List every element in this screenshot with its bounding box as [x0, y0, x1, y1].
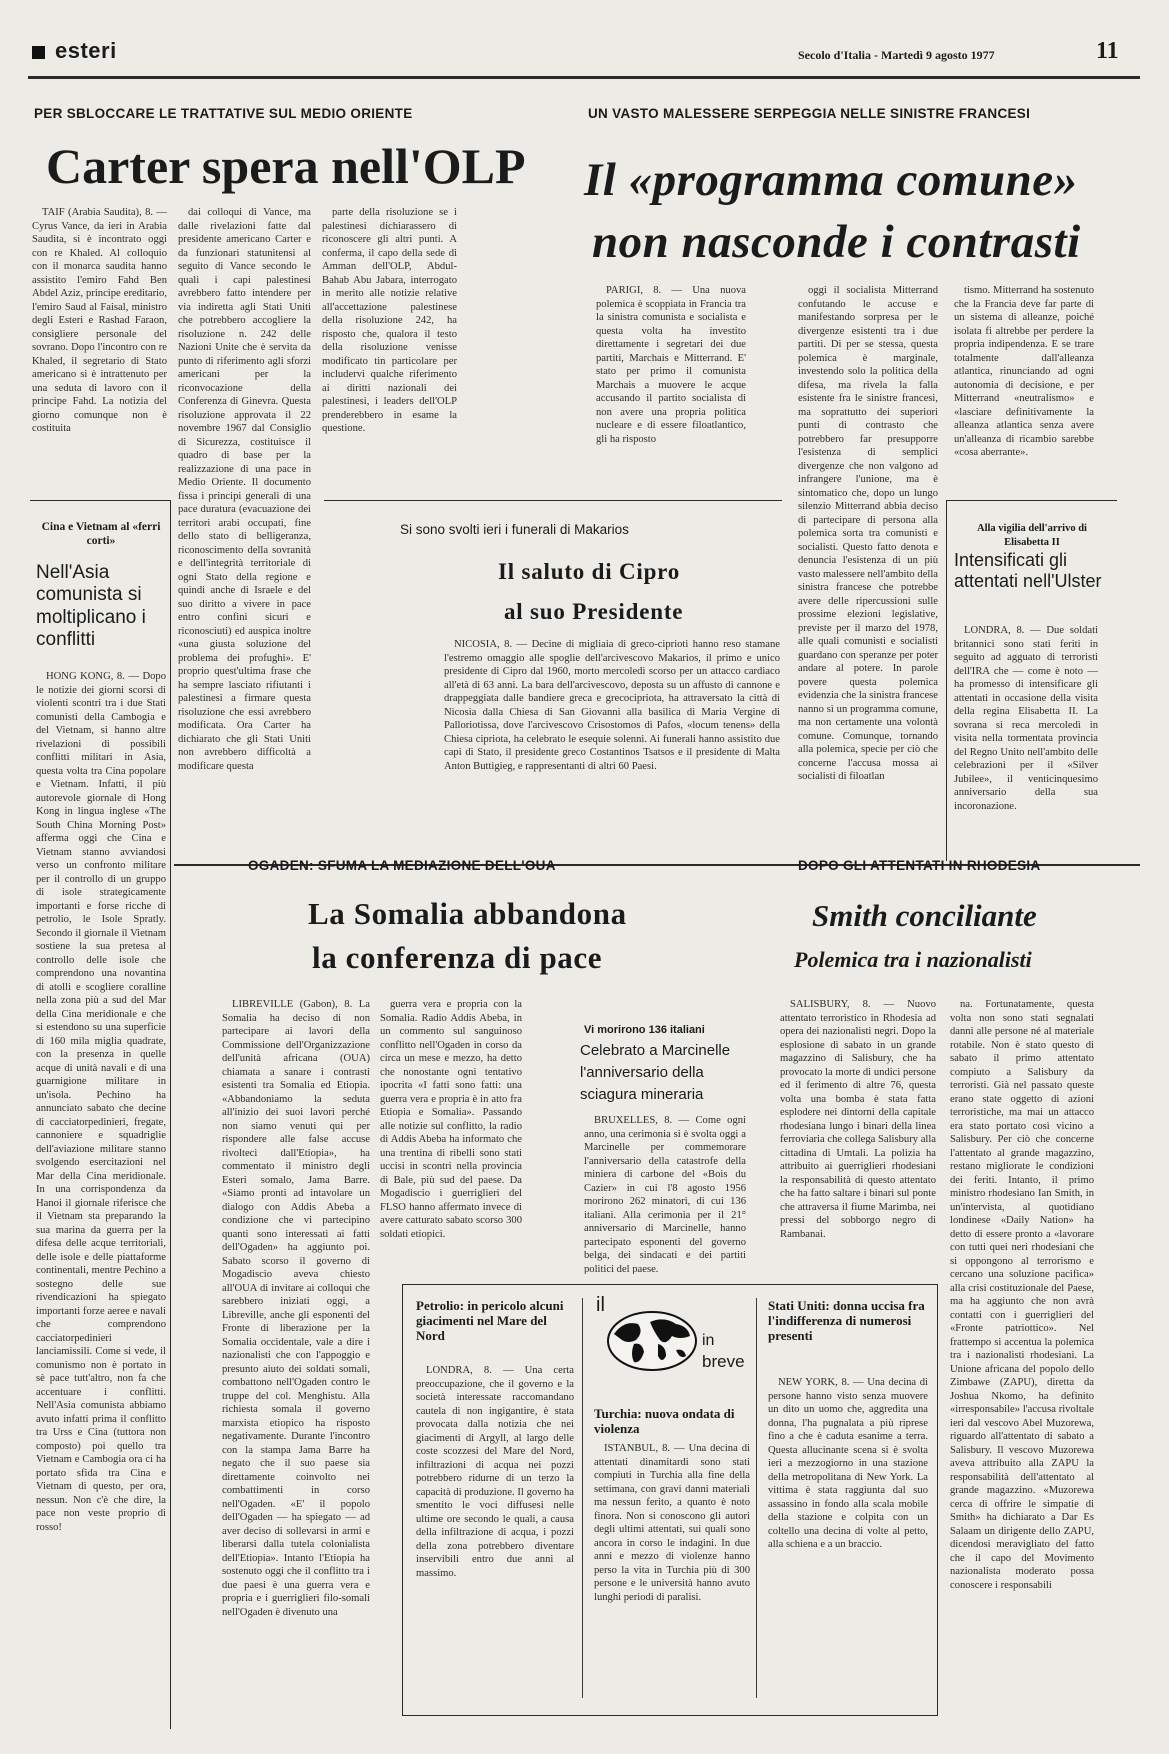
turchia-title: Turchia: nuova ondata di violenza	[594, 1406, 735, 1436]
in-breve-divider-1	[582, 1298, 583, 1698]
francia-text-1: PARIGI, 8. — Una nuova polemica è scoppiata in Francia tra la sinistra comunista e socialista e questa volta ha investito direttamente i segretari dei due partiti, Marchais e Mitterrand. E' stato per primo il comunista Marchais a muovere le acque accusando il partito socialista di non avere una propria politica nucleare e di essere filoatlantico, gli ha risposto	[596, 285, 746, 445]
francia-column-2	[798, 284, 938, 854]
cipro-kicker: Si sono svolti ieri i funerali di Makarios	[400, 522, 629, 537]
section-square-icon	[32, 46, 45, 59]
francia-column-1	[596, 284, 746, 484]
olp-column-2	[178, 206, 311, 860]
turchia-text-column	[594, 1442, 750, 1704]
olp-text-2: dai colloqui di Vance, ma dalle rivelazioni fatte dal presidente americano Carter e da funzionari statunitensi al seguito di Vance secondo le quali i capi palestinesi avrebbero fatto intendere per via indiretta agli Stati Uniti che potrebbero accogliere la risoluzione n. 242 delle Nazioni Unite che è servita da punto di riferimento agli sforzi americani per la riconvocazione della Conferenza di Ginevra. Questa risoluzione approvata il 22 novembre 1967 dal Consiglio di Sicurezza, costituisce il quadro di base per la realizzazione di una pace in Medio Oriente. Il documento fissa i principi generali di una pace duratura (evacuazione dei territori arabi occupati, fine dello stato di belligeranza, riconoscimento della sovranità e dell'integrità territoriale di ogni Stato della regione e quindi anche di Israele e del suo diritto a vivere in pace entro confini sicuri e riconosciuti) ed auspica inoltre «una giusta soluzione del problema dei profughi». E' proprio quest'ultima frase che ha sempre lasciato rifiutanti i palestinesi a firmare questa risoluzione che essi avrebbero modificata. Ora Carter ha dichiarato che gli Stati Uniti non avrebbero difficoltà a modificare questa	[178, 207, 311, 772]
usa-text: NEW YORK, 8. — Una decina di persone hanno visto senza muovere un dito un uomo che, aggredita una donna, l'ha pugnalata a più riprese fino a che è caduta esanime a terra. Questa allucinante scena si è svolta ieri a mezzogiorno in una stazione della metropolitana di New York. La vittima è stata raggiunta dal suo assassino in fondo alla scala mobile della stazione e colpita con un coltello una decina di volte al petto, alla schiena e a un braccio.	[768, 1377, 928, 1550]
ulster-headline: Intensificati gli attentati nell'Ulster	[954, 550, 1102, 592]
somalia-headline-line2: la conferenza di pace	[312, 940, 603, 975]
cina-text: HONG KONG, 8. — Dopo le notizie dei giorni scorsi di violenti scontri tra i due Stati comunisti della Cambogia e del Vietnam, si hanno altre rivelazioni di possibili conflitti militari in Asia, questa volta tra Cina popolare e Vietnam. Infatti, il più autorevole giornale di Hong Kong in lingua inglese «The South China Morning Post» afferma oggi che Cina e Vietnam stanno avviandosi verso un confronto militare per il controllo di un gruppo di isole strategicamente importanti e forse ricche di petrolio, le Isole Spratly. Secondo il giornale il Vietnam sostiene la sua pretesa al controllo delle isole che comprendono una novantina di atolli e scogliere coralline nella zona più a sud del Mar della Cina meridionale e che si estendono su una superficie di 160 mila miglia quadrate, con la presenza in quelle acque di unità navali e di una guarnigione militare in un'isola. Pechino ha annunciato sabato che decine di cacciatorpedinieri, fregate, cannoniere e squadriglie dell'aviazione militare stanno svolgendo esercitazioni nel Mar della Cina meridionale. In una corrispondenza da Hanoi il giornale riferisce che il Vietnam sta preparando la sua marina da guerra per la difesa delle acque territoriali, delle isole e delle piattaforme continentali, mentre Pechino a sostegno delle sue rivendicazioni ha spiegato importanti forze aeree e navali che comprendono cacciatorpedinieri lanciamissili. Come si vede, il comunismo non è portato in sè pace tutt'altro, non fa che accentuare i conflitti. Nell'Asia comunista abbiamo avuto infatti prima il conflitto tra Urss e Cina (tuttora non composto) poi quello tra Vietnam e Cambogia ora ci ha portato sfida tra Cina e Vietnam di questo, per ora, nessun. Non c'è che dire, la pace non veste proprio di rosso!	[36, 671, 166, 1533]
in-breve-logo-in: in	[702, 1332, 715, 1349]
rhodesia-headline: Smith conciliante	[812, 898, 1037, 933]
somalia-text-1: LIBREVILLE (Gabon), 8. La Somalia ha deciso di non partecipare ai lavori della Commissione dell'Organizzazione dell'unità africana (OUA) chiamata a sanare i contrasti esistenti tra Somalia ed Etiopia. «Abbandoniamo la seduta all'inizio dei suoi lavori perché non siamo venuti qui per rispondere alle false accuse rivolteci dall'Etiopia», ha commentato il ministro degli Esteri somalo, Jama Barre. «Siamo pronti ad intavolare un dialogo con Addis Abeba a condizione che vi partecipino quanti sono interessati ai fatti dell'Ogaden» ha aggiunto poi. Sabato scorso il governo di Mogadiscio aveva chiesto all'OUA di invitare ai colloqui che sarebbero iniziati oggi, a Libreville, anche gli esponenti del Fronte di liberazione per la Somalia occidentale, vale a dire i nazionalisti che con l'appoggio e presunto aiuto dei soldati somali, combattono nell'Ogaden contro le truppe del col. Menghistu. Alla richiesta somala il governo marxista etiopico ha risposto negativamente. Durante l'incontro con la stampa Jama Barre ha negato che il suo paese sia direttamente coinvolto nei combattimenti in corso nell'Ogaden. «E' il popolo dell'Ogaden — ha spiegato — ad aver deciso di sollevarsi in armi e liberarsi dalla tutela colonialista dell'Etiopia». Intanto l'Etiopia ha sostenuto oggi che il conflitto tra i due paesi è una guerra vera e propria e i guerriglieri filo-somali nell'Ogaden è divenuto una	[222, 999, 370, 1618]
newspaper-page	[28, 22, 1140, 1734]
rhodesia-text-1: SALISBURY, 8. — Nuovo attentato terroristico in Rhodesia ad opera dei nazionalisti negri. Dopo la esplosione di sabato in un grande magazzino di Salisbury, che ha provocato la morte di undici persone ed il ferimento di altre 76, questa volta una bomba è stata fatta esplodere nei dintorni della capitale rhodesiana lungo i binari della linea ferroviaria che collega Salisbury alla cittadina di Umtali. La polizia ha attribuito ai guerriglieri rhodesiani la responsabilità di questo attentato che ha fatto saltare i binari sul ponte che attraversa il fiume Marimba, nei pressi del sobborgo negro di Rambanai.	[780, 999, 936, 1240]
cipro-headline-line1: Il saluto di Cipro	[498, 559, 681, 584]
rhodesia-column-2	[950, 998, 1094, 1706]
cipro-text: NICOSIA, 8. — Decine di migliaia di greco-ciprioti hanno reso stamane l'estremo omaggio alle spoglie dell'arcivescovo Makarios, il primo e unico presidente di Cipro dal 1960, morto mercoledì scorso per un attacco cardiaco all'età di 63 anni. La bara dell'arcivescovo, deposta su un affusto di cannone e drappeggiata dalle bandiere greca e grecocipriota, ha attraversato la città di Nicosia dalla Chiesa di San Giovanni alla basilica di Maria Vergine di Palloriotissa, dove l'arcivescovo Crisostomos di Pafos, «locum tenens» della Chiesa cipriota, ha celebrato le esequie solenni. Ai funerali hanno assistito due capi di Stato, il presidente greco Costantinos Tsatsos e il presidente di Malta Anton Buttigieg, e rappresentanti di altri 60 Paesi.	[444, 639, 780, 772]
ulster-text: LONDRA, 8. — Due soldati britannici sono stati feriti in seguito ad agguato di terroristi dell'IRA che — come è noto — ha promesso di intensificare gli attentati in occasione della visita della regina Elisabetta II. La sovrana si reca mercoledì in visita nella tormentata provincia del Regno Unito nell'ambito delle celebrazioni per il «Silver Jubilee», il venticinquesimo anniversario della sua incoronazione.	[954, 625, 1098, 812]
rhodesia-kicker: DOPO GLI ATTENTATI IN RHODESIA	[798, 858, 1041, 873]
in-breve-divider-2	[756, 1298, 757, 1698]
rhodesia-text-2: na. Fortunatamente, questa volta non sono stati segnalati danni alle persone né al materiale rotabile. Non è stato questo di sabato il primo attentato compiuto a Salisbury da terroristi. Già nel passato queste erano state oggetto di azioni terroristiche, ma mai un attacco era stato portato così vicino a Salisbury. Per ciò che concerne l'attentato al grande magazzino, restano migliorate le condizioni dei feriti. Intanto, il primo ministro rhodesiano Ian Smith, in un'intervista, al quotidiano londinese «Daily Nation» ha detto di essere pronto a «lavorare con tutti quei neri rhodesiani che si oppongono al terrorismo e cercano una soluzione pacifica» alla crisi costituzionale del Paese, ma ha aggiunto che non avrà contatti con i guerriglieri del «Fronte patriottico». Nel frattempo si accentua la polemica tra i nazionalisti rhodesiani. La Unione africana del popolo dello Zimbawe (ZAPU), diretta da Joshua Nkomo, ha definito «irresponsabile» l'accusa rivoltale ieri dal vescovo Abel Muzorewa, riguardo all'attentato di sabato a Salisbury. Il vescovo Muzorewa aveva attribuito alla ZAPU la responsabilità dell'attentato al grande magazzino. «Muzorewa cerca di offrire le simpatie di Smith» ha dichiarato a Dar Es Salaam un dirigente dello ZAPU, dicendosi meravigliato del fatto che il capo del Movimento nazionalista moderato possa conoscere i responsabili	[950, 999, 1094, 1591]
turchia-text: ISTANBUL, 8. — Una decina di attentati dinamitardi sono stati compiuti in Turchia alla fine della settimana, con gravi danni materiali ma nessun ferito, a quanto è noto finora. Non si conoscono gli autori degli ultimi attentati, sui quali sono ancora in corso le indagini. In due anni e mezzo di violenze hanno perso la vita in Turchia più di 300 persone e le università hanno avuto lunghi periodi di paralisi.	[594, 1443, 750, 1603]
petrolio-text-column	[416, 1364, 574, 1704]
cipro-headline-line2: al suo Presidente	[504, 599, 684, 624]
marcinelle-kicker: Vi morirono 136 italiani	[584, 1024, 705, 1036]
cipro-top-rule	[324, 500, 782, 501]
ulster-text-column	[954, 624, 1098, 854]
newspaper-date: Secolo d'Italia - Martedì 9 agosto 1977	[798, 48, 995, 62]
francia-headline-line2: non nasconde i contrasti	[592, 216, 1081, 268]
in-breve-logo	[596, 1294, 746, 1394]
usa-text-column	[768, 1376, 928, 1704]
olp-headline: Carter spera nell'OLP	[46, 138, 526, 194]
olp-text-3: parte della risoluzione se i palestinesi dichiarassero di riconoscere gli altri punti. A conferma, il capo della sede di Amman dell'OLP, Abdul-Bahab Abu Jabara, interrogato in merito alle notizie relative all'accettazione palestinese della risoluzione 242, ha risposto che, qualora il testo della risoluzione venisse modificato tin particolare per includervi qualche riferimento ai diritti nazionali dei palestinesi, i leaders dell'OLP prenderebbero in esame la questione.	[322, 207, 457, 434]
ulster-box-kicker: Alla vigilia dell'arrivo di Elisabetta II	[977, 523, 1087, 548]
francia-text-3: tismo. Mitterrand ha sostenuto che la Francia deve far parte di un sistema di alleanze, poiché isolata fi altrebbe per perdere la propria indipendenza. E se trare totalmente dall'alleanza atlantica, rinunciando ad ogni autonomia di decisione, e per Mitterrand «neutralismo» e «lasciare definitivamente la alleanza atlantica senza avere un'alleanza di ricambio sarebbe «cosa aberrante».	[954, 285, 1094, 458]
somalia-column-2	[380, 998, 522, 1268]
globe-icon	[606, 1310, 698, 1372]
cina-text-column	[36, 670, 166, 1730]
olp-column-3	[322, 206, 457, 484]
cina-headline: Nell'Asia comunista si moltiplicano i conflitti	[36, 562, 146, 651]
cina-box-kicker: Cina e Vietnam al «ferri corti»	[41, 521, 161, 547]
somalia-kicker: OGADEN: SFUMA LA MEDIAZIONE DELL'OUA	[248, 858, 556, 873]
section-label: esteri	[55, 38, 117, 63]
francia-text-2: oggi il socialista Mitterrand confutando le accuse e manifestando sorpresa per le divergenze esistenti tra i due partiti. Di per se stessa, questa polemica è marginale, investendo solo la politica della difesa, ma rivela la falla esistente fra le sinistre francesi, ma soprattutto dei superiori punti di contrasto che potrebbero far presupporre l'esistenza di semplici divergenze che non valgono ad infrangere l'unione, ma è sintomatico che, dopo un lungo silenzio Mitterrand abbia deciso di partecipare di persona alla polemica sorta tra comunisti e socialisti. Questo fatto denota e denuncia l'esistenza di un più vasto malessere nell'ambito della sinistra francese che potrebbe avere delle ripercussioni sulle prossime elezioni legislative, previste per il marzo del 1978, alle quali comunisti e socialisti guardano con speranze per poter andare al potere. In parole povere questa polemica evidenzia che la sinistra francese nanno sì un programma comune, ma non certamente una volontà comune. Comunque, tornando alla polemica, specie per ciò che concerne l'accusa mossa ai socialisti di filoatlan	[798, 285, 938, 782]
francia-kicker: UN VASTO MALESSERE SERPEGGIA NELLE SINISTRE FRANCESI	[588, 106, 1031, 121]
section-header	[32, 38, 117, 64]
francia-headline-line1: Il «programma comune»	[584, 154, 1078, 206]
olp-text-1: TAIF (Arabia Saudita), 8. — Cyrus Vance, da ieri in Arabia Saudita, si è incontrato oggi con re Khaled. Al colloquio con il monarca saudita hanno assistito l'emiro Fahd Ben Abdel Aziz, principe ereditario, l'emiro Saud al Faisal, ministro degli Esteri e Rashad Faraon, consigliere personale del sovrano. Dopo l'incontro con re Khaled, il segretario di Stato americano si è intrattenuto per una seduta di lavoro con il principe Fahd. La notizia del giorno comunque non è costituita	[32, 207, 167, 434]
marcinelle-text-column	[584, 1114, 746, 1274]
rhodesia-subheadline: Polemica tra i nazionalisti	[794, 947, 1032, 972]
in-breve-logo-breve: breve	[702, 1352, 745, 1371]
somalia-text-2: guerra vera e propria con la Somalia. Radio Addis Abeba, in un commento sul sanguinoso conflitto nell'Ogaden in corso da circa un mese e mezzo, ha detto che nonostante ogni tentativo ipocrita «I fatti sono fatti: una guerra vera e propria è in atto fra Etiopia e Somalia». Passando alle notizie sul conflitto, la radio di Addis Abeba ha informato che una trentina di ribelli sono stati uccisi in scontri nella provincia di Bale, più sud del paese. Da Mogadiscio i guerriglieri del FLSO hanno affermato invece di avere catturato sabato scorso 300 soldati etiopici.	[380, 999, 522, 1240]
olp-kicker: PER SBLOCCARE LE TRATTATIVE SUL MEDIO ORIENTE	[34, 106, 413, 121]
francia-column-3	[954, 284, 1094, 484]
marcinelle-text: BRUXELLES, 8. — Come ogni anno, una cerimonia si è svolta oggi a Marcinelle per commemorare l'anniversario della catastrofe della miniera di carbone del «Bois du Cazier» in cui l'8 agosto 1956 morirono 262 minatori, di cui 136 italiani. Alla cerimonia per il 21° anniversario di Marcinelle, hanno partecipato esponenti del governo belga, dei sindacati e dei partiti politici del paese.	[584, 1115, 746, 1274]
marcinelle-headline: Celebrato a Marcinelle l'anniversario della sciagura mineraria	[580, 1042, 731, 1103]
in-breve-logo-il: il	[596, 1294, 605, 1316]
cipro-text-column	[444, 638, 780, 858]
rhodesia-column-1	[780, 998, 936, 1268]
somalia-column-1	[222, 998, 370, 1706]
petrolio-text: LONDRA, 8. — Una certa preoccupazione, che il governo e la società interessate raccomandano cautela di non ingigantire, è stata provocata dalla notizia che nei giacimenti di Argyll, al largo delle coste scozzesi del Mare del Nord, infiltrazioni di acqua nei pozzi potrebbero ridurne di un terzo la capacità di produzione. Il governo ha smentito le voci diffusesi nelle ultime ore secondo le quali, a causa della infiltrazione di acqua, i pozzi della zona potrebbero diventare inservibili entro due anni al massimo.	[416, 1365, 574, 1579]
header-rule	[28, 76, 1140, 79]
somalia-headline-line1: La Somalia abbandona	[308, 896, 627, 931]
olp-column-1	[32, 206, 167, 486]
usa-title: Stati Uniti: donna uccisa fra l'indifferenza di numerosi presenti	[768, 1298, 925, 1343]
petrolio-title: Petrolio: in pericolo alcuni giacimenti nel Mare del Nord	[416, 1298, 564, 1343]
page-number: 11	[1096, 38, 1119, 64]
